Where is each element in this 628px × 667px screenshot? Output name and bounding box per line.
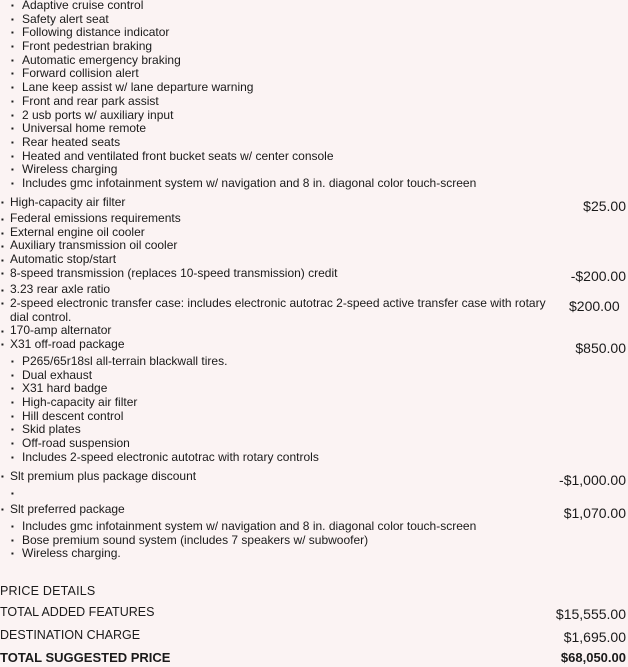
option-label: Automatic stop/start — [10, 252, 117, 266]
total-added-features-row — [0, 604, 628, 622]
destination-charge-label: DESTINATION CHARGE — [0, 628, 141, 642]
option-price: $1,070.00 — [563, 505, 626, 521]
list-item: ▪ Off-road suspension — [10, 437, 628, 451]
top-feature-sublist — [10, 0, 628, 191]
x31-sublist — [10, 355, 628, 465]
bullet-icon: ▪ — [1, 215, 4, 224]
list-item: ▪ 2 usb ports w/ auxiliary input — [10, 109, 628, 123]
destination-charge-row — [0, 627, 628, 645]
option-price: -$1,000.00 — [559, 472, 626, 488]
list-item: ▪ Includes gmc infotainment system w/ navigation and 8 in. diagonal color touch-screen — [10, 177, 628, 191]
bullet-icon: ▪ — [1, 269, 4, 278]
list-item: ▪ Wireless charging — [10, 163, 628, 177]
total-added-features-label: TOTAL ADDED FEATURES — [0, 605, 155, 619]
list-item: ▪ Hill descent control — [10, 410, 628, 424]
bullet-icon: ▪ — [1, 327, 4, 336]
list-item: ▪ Lane keep assist w/ lane departure warning — [10, 81, 628, 95]
option-label: 170-amp alternator — [10, 323, 112, 337]
option-label: 2-speed electronic transfer case: includes electronic autotrac 2-speed active transfer case with rotary dial control. — [10, 296, 546, 324]
list-item: ▪ X31 hard badge — [10, 382, 628, 396]
slt-preferred-sublist — [10, 520, 628, 561]
option-label: High-capacity air filter — [10, 195, 126, 209]
list-item: ▪ Adaptive cruise control — [10, 0, 628, 13]
slt-discount-sublist — [10, 487, 628, 501]
list-item: ▪ P265/65r18sl all-terrain blackwall tires. — [10, 355, 628, 369]
total-suggested-price-value: $68,050.00 — [560, 650, 626, 665]
list-item: ▪ Heated and ventilated front bucket seats w/ center console — [10, 150, 628, 164]
bullet-icon: ▪ — [1, 340, 4, 349]
bullet-icon: ▪ — [1, 198, 4, 207]
destination-charge-value: $1,695.00 — [563, 629, 626, 645]
option-label: External engine oil cooler — [10, 225, 145, 239]
bullet-icon: ▪ — [1, 242, 4, 251]
option-price: $25.00 — [583, 198, 626, 214]
bullet-icon: ▪ — [1, 505, 4, 514]
list-item: ▪ Includes 2-speed electronic autotrac with rotary controls — [10, 451, 628, 465]
option-label: Slt premium plus package discount — [10, 469, 197, 483]
option-row-transfer-case — [0, 297, 628, 324]
option-label: Slt preferred package — [10, 502, 125, 516]
option-price: -$200.00 — [570, 268, 626, 284]
list-item: ▪ Automatic emergency braking — [10, 54, 628, 68]
bullet-icon: ▪ — [1, 229, 4, 238]
option-label: Federal emissions requirements — [10, 211, 181, 225]
list-item: ▪ Rear heated seats — [10, 136, 628, 150]
bullet-icon: ▪ — [1, 299, 4, 308]
option-label: 3.23 rear axle ratio — [10, 282, 111, 296]
list-item: ▪ Front and rear park assist — [10, 95, 628, 109]
list-item: ▪ Skid plates — [10, 423, 628, 437]
option-label: X31 off-road package — [10, 337, 125, 351]
list-item — [10, 487, 628, 501]
list-item: ▪ Front pedestrian braking — [10, 40, 628, 54]
bullet-icon: ▪ — [1, 286, 4, 295]
total-suggested-price-row — [0, 650, 628, 666]
list-item: ▪ Bose premium sound system (includes 7 speakers w/ subwoofer) — [10, 534, 628, 548]
option-price: $200.00 — [569, 298, 620, 314]
list-item: ▪ Dual exhaust — [10, 369, 628, 383]
list-item: ▪ Following distance indicator — [10, 26, 628, 40]
option-price: $850.00 — [575, 340, 626, 356]
list-item: ▪ Includes gmc infotainment system w/ navigation and 8 in. diagonal color touch-screen — [10, 520, 628, 534]
bullet-icon: ▪ — [1, 472, 4, 481]
list-item: ▪ Safety alert seat — [10, 13, 628, 27]
list-item: ▪ Forward collision alert — [10, 67, 628, 81]
list-item: ▪ Wireless charging. — [10, 547, 628, 561]
list-item: ▪ Universal home remote — [10, 122, 628, 136]
list-item: ▪ High-capacity air filter — [10, 396, 628, 410]
option-label: 8-speed transmission (replaces 10-speed transmission) credit — [10, 266, 338, 280]
bullet-icon: ▪ — [1, 256, 4, 265]
option-label: Auxiliary transmission oil cooler — [10, 238, 178, 252]
total-suggested-price-label: TOTAL SUGGESTED PRICE — [0, 650, 171, 665]
option-row-slt-premium-plus-discount — [0, 470, 628, 488]
total-added-features-value: $15,555.00 — [555, 606, 626, 622]
price-details-heading: PRICE DETAILS — [0, 584, 96, 598]
